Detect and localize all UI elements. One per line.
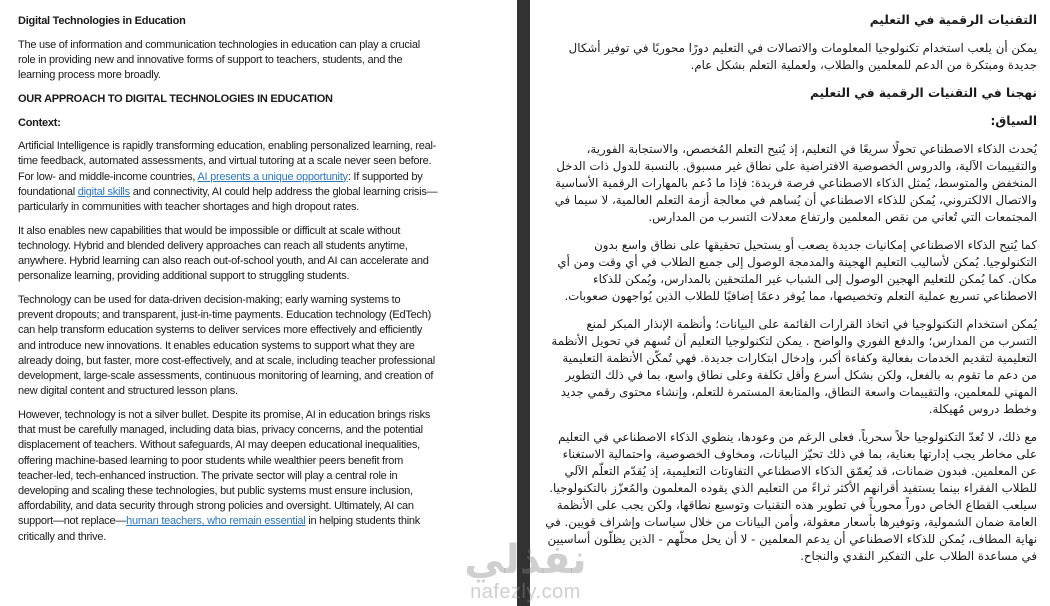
english-title: Digital Technologies in Education [18, 15, 186, 27]
arabic-context-label: السياق: [990, 114, 1037, 128]
english-approach-heading: OUR APPROACH TO DIGITAL TECHNOLOGIES IN EDUCATION [18, 92, 333, 105]
nafezly-site-url: nafezly.com [470, 581, 581, 603]
english-intro-paragraph: The use of information and communication technologies in education can play a crucial role in providing new and innovative forms of support to teachers, students, and the learning process more broadly. [18, 38, 420, 82]
arabic-approach-heading: نهجنا في التقنيات الرقمية في التعليم [809, 86, 1037, 100]
text-segment: However, technology is not a silver bullet. Despite its promise, AI in education brings risks that must be carefully managed, including data bias, privacy concerns, and the potential displacement of teachers. Without safeguards, AI may deepen educational inequalities, offering machine-based learning to poor students while wealthier peers benefit from teacher-led, tech-enhanced instruction. The private sector will play a central role in developing and scaling these technologies, but public systems must ensure inclusion, affordability, and data security through strong policies and oversight. Ultimately, AI can support—not replace— [18, 408, 431, 528]
arabic-technology-paragraph: يُمكن استخدام التكنولوجيا في اتخاذ القرارات القائمة على البيانات؛ وأنظمة الإنذار المبكر لمنع التسرب من المدارس؛ والدفع الفوري والواضح . يمكن لتكنولوجيا التعليم أن تُسهم في تحويل الأنظمة التعليمية لتقديم الخدمات بفعالية وكفاءة أكبر، وإدخال ابتكارات جديدة. فهي تُمكّن الأنظمة التعليمية من دعم ما تقوم به بالفعل، ولكن بشكل أسرع وأقل تكلفة وعلى نطاق واسع، بما في ذلك التطوير المهني للمعلمين، والتقييمات واسعة النطاق، والمتابعة المستمرة للتعلم، وإنشاء محتوى رقمي جديد وخطط دروس مُهيكلة. [551, 317, 1037, 416]
link-digital-skills[interactable]: digital skills [77, 185, 130, 198]
link-human-teachers-essential[interactable]: human teachers, who remain essential [126, 515, 306, 528]
text-segment: and connectivity, AI could help address the global learning crisis—particularly in communities with teacher shortages and high dropout rates. [18, 185, 438, 214]
english-column [18, 14, 438, 553]
english-capabilities-paragraph: It also enables new capabilities that would be impossible or difficult at scale without technology. Hybrid and blended delivery approaches can reach all students anytime, anywhere. Hybrid learning can also reach out-of-school youth, and AI can accelerate and personalize learning, providing additional support to struggling students. [18, 224, 429, 283]
arabic-column [545, 12, 1037, 576]
english-context-label: Context: [18, 116, 61, 129]
text-segment: Artificial Intelligence is rapidly transforming education, enabling personalized learning, real-time feedback, automated assessments, and virtual tutoring at a scale never seen before. For low- and middle-income countries, [18, 140, 437, 183]
link-ai-presents-unique-opportunity[interactable]: AI presents a unique opportunity [197, 170, 348, 183]
arabic-context-paragraph: يُحدث الذكاء الاصطناعي تحولًا سريعًا في التعليم، إذ يُتيح التعلم المُخصص، والاستجابة الفورية، والتقييمات الآلية، والدروس الخصوصية الافتراضية على نطاق غير مسبوق. بالنسبة للدول ذات الدخل المنخفض والمتوسط، يُمثل الذكاء الاصطناعي فرصة فريدة: فإذا ما دُعم بالمهارات الرقمية الأساسية والاتصال الالكتروني، يُمكن للذكاء الاصطناعي أن يُساهم في معالجة أزمة التعلم العالمية، لا سيما في المجتمعات التي تُعاني من نقص المعلمين وارتفاع معدلات التسرب من المدارس. [554, 142, 1037, 224]
text-segment: in helping students think critically and thrive. [18, 515, 421, 543]
arabic-intro-paragraph: يمكن أن يلعب استخدام تكنولوجيا المعلومات والاتصالات في التعليم دورًا محوريًا في توفير أشكال جديدة ومبتكرة من الدعم للمعلمين والطلاب، ولعملية التعلم بشكل عام. [568, 41, 1037, 72]
text-segment: : If supported by foundational [18, 170, 423, 198]
nafezly-logo: نفذلي [464, 537, 587, 583]
arabic-however-paragraph: مع ذلك، لا تُعدّ التكنولوجيا حلاً سحرياً. فعلى الرغم من وعودها، ينطوي الذكاء الاصطناعي في التعليم على مخاطر يجب إدارتها بعناية، بما في ذلك تحيّز البيانات، ومخاوف الخصوصية، واحتمالية الاستغناء عن المعلمين. فبدون ضمانات، قد يُعمّق الذكاء الاصطناعي التفاوتات التعليمية، إذ يُقدّم التعلّم الآلي للطلاب الفقراء بينما يستفيد أقرانهم الأكثر ثراءً من التعليم الذي يقوده المعلمون والمُعزّز بالتكنولوجيا. سيلعب القطاع الخاص دوراً محورياً في تطوير هذه التقنيات وتوسيع نطاقها، ولكن يجب على الأنظمة العامة ضمان الشمولية، وتوفيرها بأسعار معقولة، وأمن البيانات من خلال سياسات وإشراف قويين. في نهاية المطاف، يُمكن للذكاء الاصطناعي أن يدعم المعلمين - لا أن يحل محلّهم - الذين يظلّون أساسيين في مساعدة الطلاب على التفكير النقدي والنجاح. [545, 430, 1037, 563]
english-technology-paragraph: Technology can be used for data-driven decision-making; early warning systems to prevent dropouts; and transparent, just-in-time payments. Education technology (EdTech) can help transform education systems to deliver services more effectively and efficiently and introduce new innovations. It enables education systems to support what they are already doing, but faster, more cost-effectively, and at scale, including teacher professional development, large-scale assessments, continuous monitoring of learning, and creation of new digital content and structured lesson plans. [18, 294, 435, 398]
column-divider [517, 0, 530, 606]
arabic-capabilities-paragraph: كما يُتيح الذكاء الاصطناعي إمكانيات جديدة يصعب أو يستحيل تحقيقها على نطاق واسع بدون التكنولوجيا. يُمكن لأساليب التعليم الهجينة والمدمجة الوصول إلى جميع الطلاب في أي وقت ومن أي مكان. كما يُمكن للتعليم الهجين الوصول إلى الشباب غير الملتحقين بالمدارس، ويُمكن للذكاء الاصطناعي تسريع عملية التعلم وتخصيصها، مما يُوفر دعمًا إضافيًا للطلاب الذين يُواجهون صعوبات. [557, 238, 1037, 303]
english-however-paragraph [18, 408, 438, 545]
arabic-title: التقنيات الرقمية في التعليم [869, 13, 1037, 27]
english-context-paragraph [18, 139, 438, 215]
